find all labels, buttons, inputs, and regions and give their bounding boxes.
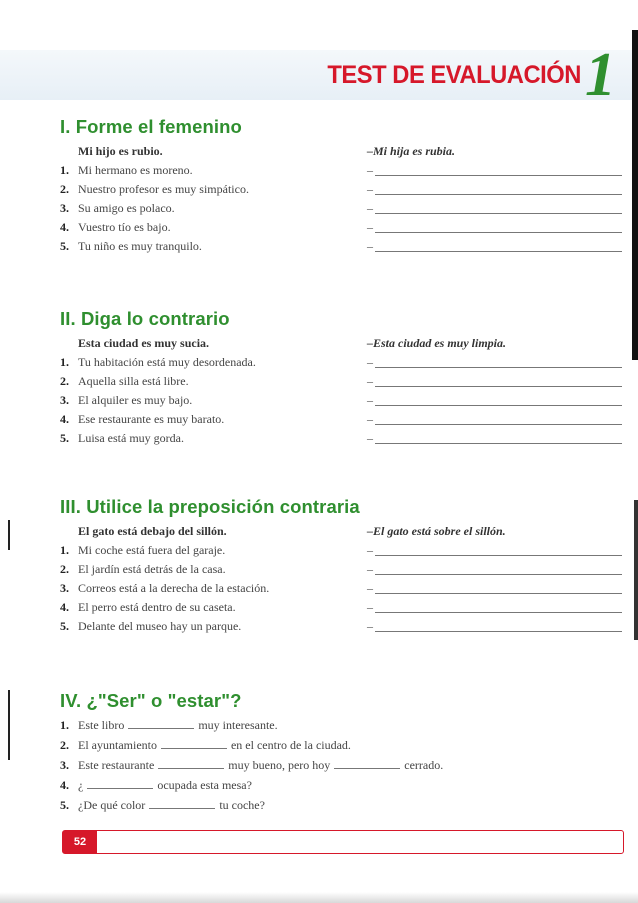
exercise-row [60, 412, 630, 431]
fill-in-row [60, 718, 630, 738]
fill-in-row [60, 738, 630, 758]
item-text: Luisa está muy gorda. [78, 431, 184, 445]
sentence-part: muy bueno, pero hoy [228, 758, 331, 772]
answer-line[interactable] [375, 443, 622, 444]
page-number: 52 [63, 831, 97, 853]
fill-in-row [60, 798, 630, 818]
exercise-row [60, 393, 630, 412]
sentence-part: en el centro de la ciudad. [230, 738, 351, 752]
item-text: Correos está a la derecha de la estación. [78, 581, 270, 595]
item-number: 5. [60, 239, 69, 253]
example-answer: –Esta ciudad es muy limpia. [367, 336, 507, 350]
exercise-row [60, 581, 630, 600]
item-sentence [78, 738, 351, 753]
answer-blank[interactable] [128, 718, 194, 729]
exercise-row [60, 182, 630, 201]
answer-dash: – [367, 355, 373, 369]
answer-dash: – [367, 201, 373, 215]
item-number: 2. [60, 182, 69, 196]
answer-line[interactable] [375, 251, 622, 252]
sentence-part: muy interesante. [198, 718, 278, 732]
section-4 [60, 690, 630, 818]
item-number: 5. [60, 798, 69, 812]
answer-blank[interactable] [161, 738, 227, 749]
item-text: Nuestro profesor es muy simpático. [78, 182, 249, 196]
answer-line[interactable] [375, 232, 622, 233]
item-text: Ese restaurante es muy barato. [78, 412, 225, 426]
exercise-row [60, 163, 630, 182]
item-number: 3. [60, 758, 69, 772]
item-text: Su amigo es polaco. [78, 201, 175, 215]
page-edge-shadow-lower [634, 500, 638, 640]
example-answer: –El gato está sobre el sillón. [367, 524, 506, 538]
answer-line[interactable] [375, 612, 622, 613]
section-heading: II. Diga lo contrario [60, 308, 230, 329]
item-number: 4. [60, 778, 69, 792]
binding-mark [8, 690, 10, 760]
answer-dash: – [367, 581, 373, 595]
sentence-part: Este libro [78, 718, 125, 732]
item-number: 5. [60, 431, 69, 445]
item-number: 5. [60, 619, 69, 633]
example-row [60, 144, 630, 163]
fill-in-row [60, 758, 630, 778]
item-number: 4. [60, 220, 69, 234]
item-text: Tu habitación está muy desordenada. [78, 355, 256, 369]
sentence-part: ¿ [78, 778, 84, 792]
sentence-part: ocupada esta mesa? [157, 778, 252, 792]
item-text: Tu niño es muy tranquilo. [78, 239, 202, 253]
example-row [60, 336, 630, 355]
binding-mark [8, 520, 10, 550]
answer-blank[interactable] [87, 778, 153, 789]
item-text: El jardín está detrás de la casa. [78, 562, 226, 576]
item-text: Vuestro tío es bajo. [78, 220, 171, 234]
section-1 [60, 116, 630, 258]
answer-line[interactable] [375, 367, 622, 368]
sentence-part: ¿De qué color [78, 798, 146, 812]
page-bottom-shadow [0, 892, 638, 903]
exercise-row [60, 239, 630, 258]
test-title [314, 40, 616, 110]
answer-line[interactable] [375, 194, 622, 195]
sentence-part: cerrado. [404, 758, 444, 772]
answer-line[interactable] [375, 631, 622, 632]
answer-dash: – [367, 239, 373, 253]
item-number: 1. [60, 355, 69, 369]
answer-dash: – [367, 562, 373, 576]
item-text: Delante del museo hay un parque. [78, 619, 242, 633]
item-number: 2. [60, 562, 69, 576]
answer-line[interactable] [375, 386, 622, 387]
sentence-part: tu coche? [219, 798, 265, 812]
exercise-row [60, 355, 630, 374]
item-text: El alquiler es muy bajo. [78, 393, 193, 407]
item-number: 1. [60, 543, 69, 557]
item-number: 3. [60, 201, 69, 215]
answer-blank[interactable] [158, 758, 224, 769]
exercise-row [60, 562, 630, 581]
answer-dash: – [367, 393, 373, 407]
item-sentence [78, 718, 278, 733]
item-number: 3. [60, 581, 69, 595]
item-number: 2. [60, 738, 69, 752]
answer-dash: – [367, 182, 373, 196]
item-sentence [78, 798, 265, 813]
exercise-row [60, 619, 630, 638]
answer-line[interactable] [375, 213, 622, 214]
answer-line[interactable] [375, 175, 622, 176]
exercise-row [60, 374, 630, 393]
answer-dash: – [367, 543, 373, 557]
item-text: Aquella silla está libre. [78, 374, 189, 388]
answer-line[interactable] [375, 424, 622, 425]
answer-dash: – [367, 220, 373, 234]
answer-dash: – [367, 163, 373, 177]
page-edge-shadow [632, 30, 638, 360]
item-sentence [78, 778, 252, 793]
answer-blank[interactable] [334, 758, 400, 769]
sentence-part: Este restaurante [78, 758, 155, 772]
item-text: El perro está dentro de su caseta. [78, 600, 236, 614]
test-title-text: TEST DE EVALUACIÓN [327, 60, 581, 89]
answer-dash: – [367, 431, 373, 445]
example-prompt: Esta ciudad es muy sucia. [78, 336, 210, 350]
item-number: 2. [60, 374, 69, 388]
item-number: 3. [60, 393, 69, 407]
page-footer [62, 830, 624, 854]
item-text: Mi coche está fuera del garaje. [78, 543, 226, 557]
item-sentence [78, 758, 443, 773]
exercise-row [60, 600, 630, 619]
answer-line[interactable] [375, 593, 622, 594]
section-3 [60, 496, 630, 638]
exercise-row [60, 431, 630, 450]
item-number: 1. [60, 718, 69, 732]
item-number: 4. [60, 600, 69, 614]
section-heading: III. Utilice la preposición contraria [60, 496, 360, 517]
answer-dash: – [367, 600, 373, 614]
answer-line[interactable] [375, 555, 622, 556]
fill-in-row [60, 778, 630, 798]
answer-dash: – [367, 619, 373, 633]
exercise-row [60, 543, 630, 562]
exercise-row [60, 220, 630, 239]
example-prompt: El gato está debajo del sillón. [78, 524, 227, 538]
exercise-row [60, 201, 630, 220]
item-text: Mi hermano es moreno. [78, 163, 193, 177]
test-number: 1 [585, 41, 616, 109]
item-number: 4. [60, 412, 69, 426]
sentence-part: El ayuntamiento [78, 738, 157, 752]
answer-blank[interactable] [149, 798, 215, 809]
item-number: 1. [60, 163, 69, 177]
section-heading: IV. ¿"Ser" o "estar"? [60, 690, 242, 711]
section-2 [60, 308, 630, 450]
answer-dash: – [367, 374, 373, 388]
example-prompt: Mi hijo es rubio. [78, 144, 163, 158]
answer-line[interactable] [375, 405, 622, 406]
answer-line[interactable] [375, 574, 622, 575]
section-heading: I. Forme el femenino [60, 116, 242, 137]
example-row [60, 524, 630, 543]
example-answer: –Mi hija es rubia. [367, 144, 456, 158]
answer-dash: – [367, 412, 373, 426]
